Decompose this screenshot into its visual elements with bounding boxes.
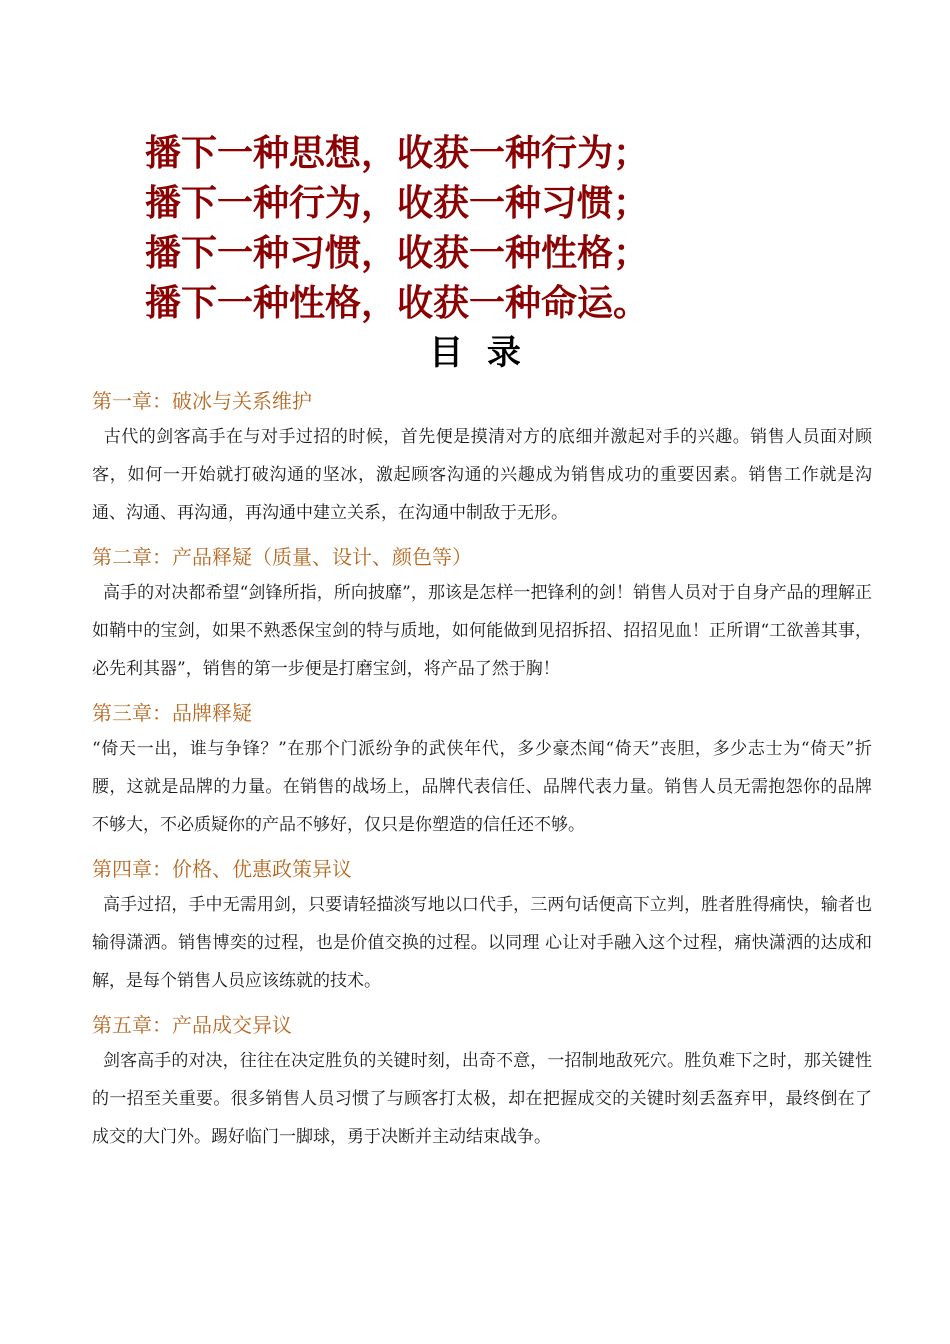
- chapter-entry: [92, 384, 872, 532]
- chapter-title: 第三章：品牌释疑: [92, 701, 252, 725]
- chapter-entry: [92, 852, 872, 1000]
- chapter-entry: [92, 540, 872, 688]
- chapter-description: 高手的对决都希望“剑锋所指，所向披靡”，那该是怎样一把锋利的剑！销售人员对于自身产品的理解正如鞘中的宝剑，如果不熟悉保宝剑的特与质地，如何能做到见招拆招、招招见血！正所谓“工欲善其事，必先利其器”，销售的第一步便是打磨宝剑，将产品了然于胸！: [92, 583, 872, 679]
- chapter-description: 古代的剑客高手在与对手过招的时候，首先便是摸清对方的底细并激起对手的兴趣。销售人员面对顾客，如何一开始就打破沟通的坚冰，激起顾客沟通的兴趣成为销售成功的重要因素。销售工作就是沟通、沟通、再沟通，再沟通中建立关系，在沟通中制敌于无形。: [92, 427, 872, 523]
- chapter-title: 第二章：产品释疑（质量、设计、颜色等）: [92, 545, 472, 569]
- motto-line: 播下一种行为，收获一种习惯；: [145, 182, 650, 224]
- chapter-title: 第四章：价格、优惠政策异议: [92, 857, 352, 881]
- motto-line: 播下一种性格，收获一种命运。: [145, 282, 650, 324]
- chapter-title: 第一章：破冰与关系维护: [92, 389, 312, 413]
- motto-block: [145, 128, 845, 328]
- table-of-contents-title: 目 录: [429, 333, 521, 373]
- motto-line: 播下一种习惯，收获一种性格；: [145, 232, 650, 274]
- chapter-description: 剑客高手的对决，往往在决定胜负的关键时刻，出奇不意，一招制地敌死穴。胜负难下之时，那关键性的一招至关重要。很多销售人员习惯了与顾客打太极，却在把握成交的关键时刻丢盔弃甲，最终倒在了成交的大门外。踢好临门一脚球，勇于决断并主动结束战争。: [92, 1051, 873, 1147]
- chapter-description: “倚天一出，谁与争锋？”在那个门派纷争的武侠年代，多少豪杰闻“倚天”丧胆，多少志士为“倚天”折腰，这就是品牌的力量。在销售的战场上，品牌代表信任、品牌代表力量。销售人员无需抱怨你的品牌不够大，不必质疑你的产品不够好，仅只是你塑造的信任还不够。: [92, 739, 872, 835]
- motto-line: 播下一种思想，收获一种行为；: [145, 132, 650, 174]
- chapter-title: 第五章：产品成交异议: [92, 1013, 292, 1037]
- chapter-entry: [92, 1008, 872, 1156]
- chapter-entry: [92, 696, 872, 844]
- chapter-description: 高手过招，手中无需用剑，只要请轻描淡写地以口代手，三两句话便高下立判，胜者胜得痛快，输者也输得潇洒。销售博奕的过程，也是价值交换的过程。以同理 心让对手融入这个过程，痛快潇洒的达成和解，是每个销售人员应该练就的技术。: [92, 895, 873, 991]
- chapter-list: [92, 384, 872, 1156]
